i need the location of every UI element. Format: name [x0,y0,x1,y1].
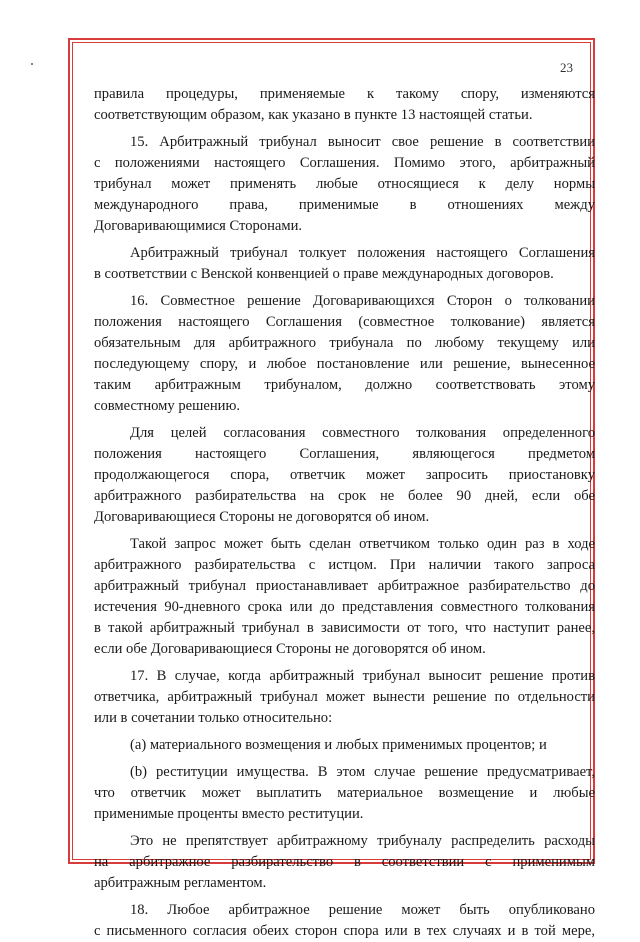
text-line: в соответствии с Венской конвенцией о праве международных договоров. [94,266,554,282]
text-line: Для целей согласования совместного толкования определенного [130,425,595,441]
text-line: таким арбитражным трибуналом, должно соответствовать этому [94,377,595,393]
text-line: положения настоящего Соглашения, являющегося предметом [94,446,595,462]
text-line: соответствующим образом, как указано в пункте 13 настоящей статьи. [94,107,533,123]
text-line: Арбитражный трибунал толкует положения настоящего Соглашения [130,245,595,261]
text-line: продолжающегося спора, ответчик может запросить приостановку [94,467,595,483]
text-line: применимые проценты вместо реституции. [94,806,364,822]
text-line: с положениями настоящего Соглашения. Помимо этого, арбитражный [94,155,595,171]
text-line: международного права, применимые в отношениях между [94,197,595,213]
page-number: 23 [560,60,573,75]
text-line: (a) материального возмещения и любых применимых процентов; и [130,737,547,753]
text-line: с письменного согласия обеих сторон спора или в тех случаях и в той мере, [94,923,595,939]
text-line: ответчика, арбитражный трибунал может вынести решение по отдельности [94,689,595,705]
text-line: Такой запрос может быть сделан ответчиком только один раз в ходе [130,536,595,552]
text-line: арбитражным регламентом. [94,875,267,891]
text-line: если обе Договаривающиеся Стороны не договорятся об ином. [94,641,486,657]
text-line: что ответчик может выплатить материальное возмещение и любые [94,785,595,801]
text-line: Договаривающимися Сторонами. [94,218,303,234]
text-line: (b) реституции имущества. В этом случае решение предусматривает, [130,764,595,780]
text-line: правила процедуры, применяемые к такому спору, изменяются [94,86,595,102]
text-line: истечения 90-дневного срока или до представления совместного толкования [94,599,595,615]
text-line: арбитражного разбирательства с истцом. При наличии такого запроса [94,557,595,573]
text-line: положения настоящего Соглашения (совместное толкование) является [94,314,595,330]
text-line: трибунал может применять любые относящиеся к делу нормы [94,176,595,192]
text-line: 15. Арбитражный трибунал выносит свое решение в соответствии [130,134,595,150]
text-line: в такой арбитражный трибунал в зависимости от того, что наступит ранее, [94,620,595,636]
text-line: на арбитражное разбирательство в соответствии с применимым [94,854,595,870]
text-line: арбитражный трибунал приостанавливает арбитражное разбирательство до [94,578,595,594]
text-line: совместному решению. [94,398,241,414]
text-line: 16. Совместное решение Договаривающихся Сторон о толковании [130,293,595,309]
text-line: обязательным для арбитражного трибунала по любому текущему или [94,335,595,351]
text-line: Договаривающиеся Стороны не договорятся об ином. [94,509,430,525]
text-line: Это не препятствует арбитражному трибуналу распределить расходы [130,833,595,849]
text-line: 18. Любое арбитражное решение может быть опубликовано [130,902,595,918]
document-body [94,84,595,942]
text-line: или в сочетании только относительно: [94,710,333,726]
scan-speck [31,63,33,65]
text-line: 17. В случае, когда арбитражный трибунал выносит решение против [130,668,595,684]
text-line: арбитражного разбирательства на срок не более 90 дней, если обе [94,488,595,504]
text-line: последующему спору, и любое постановление или решение, вынесенное [94,356,595,372]
